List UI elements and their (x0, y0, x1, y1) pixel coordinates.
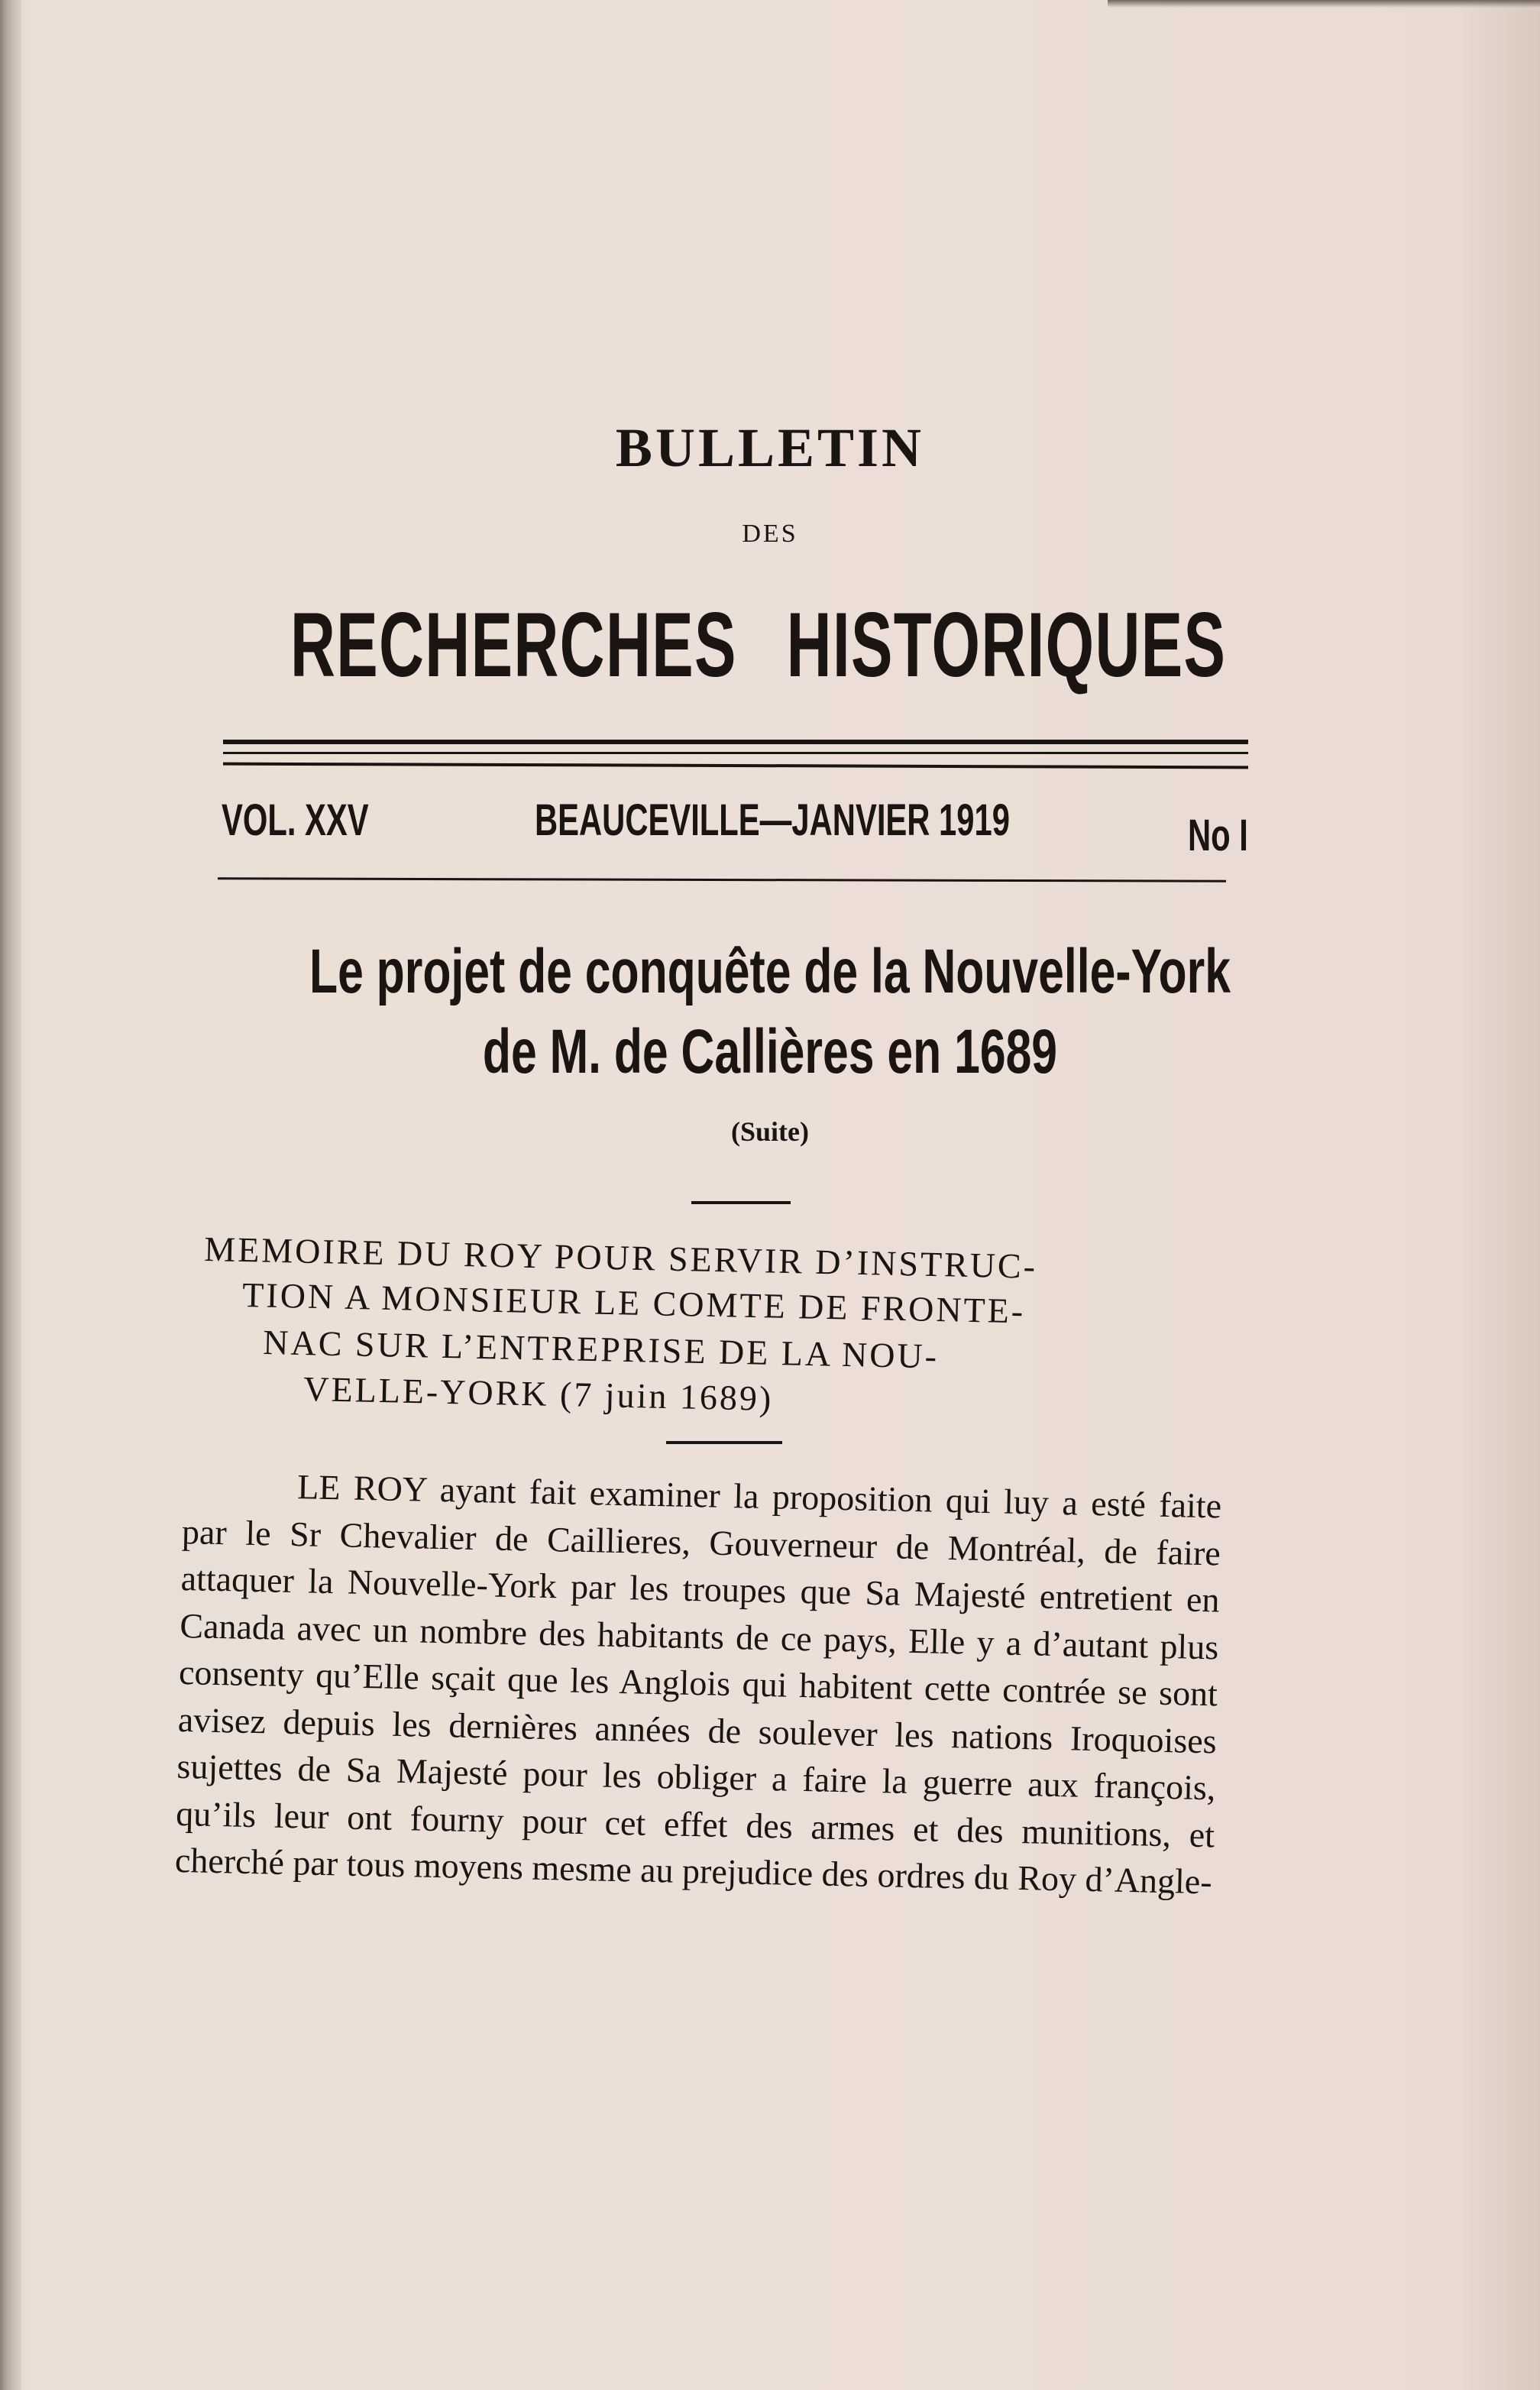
suite-label: (Suite) (731, 1116, 809, 1147)
paragraph-indent (183, 1496, 297, 1498)
article-title-line-1: Le projet de conquête de la Nouvelle-York (309, 937, 1231, 1006)
journal-title: RECHERCHES HISTORIQUES (290, 594, 1227, 696)
memoire-line-1: MEMOIRE DU ROY POUR SERVIR D’INSTRUC- (203, 1229, 1038, 1286)
des-heading: DES (742, 520, 798, 548)
place-date-label: BEAUCEVILLE—JANVIER 1919 (535, 795, 1010, 845)
article-title-line-2: de M. de Callières en 1689 (482, 1017, 1058, 1087)
masthead-rule-top-1 (223, 740, 1248, 744)
bulletin-heading: BULLETIN (615, 417, 925, 478)
memoire-line-2: TION A MONSIEUR LE COMTE DE FRONTE- (241, 1274, 1026, 1331)
memoire-line-3: NAC SUR L’ENTREPRISE DE LA NOU- (262, 1322, 940, 1376)
memoire-line-4: VELLE-YORK (7 juin 1689) (302, 1368, 774, 1418)
section-divider-1 (691, 1201, 791, 1204)
masthead-rule-top-2 (223, 752, 1248, 754)
section-divider-2 (666, 1441, 782, 1444)
book-gutter (0, 0, 21, 2390)
issue-number: No I (1188, 811, 1248, 860)
body-text: LE ROY ayant fait examiner la proposition qui luy a esté faite par le Sr Chevalier de Caillieres, Gouverneur de Montréal, de faire attaquer la Nouvelle-York par les troupes que Sa Majesté entretient en Canada avec un nombre des habitants de ce pays, Elle y a d’autant plus consenty qu’Elle sçait que les Anglois qui habitent cette contrée se sont avisez depuis les dernières années de soulever les nations Iroquoises sujettes de Sa Majesté pour les obliger a faire la guerre aux françois, qu’ils leur ont fourny pour cet effet des armes et des munitions, et cherché par tous moyens mesme au prejudice des ordres du Roy d’Angle- (174, 1467, 1222, 1902)
body-paragraph (174, 1461, 1221, 1906)
page-edge-shadow (1108, 0, 1540, 8)
volume-label: VOL. XXV (222, 795, 369, 845)
